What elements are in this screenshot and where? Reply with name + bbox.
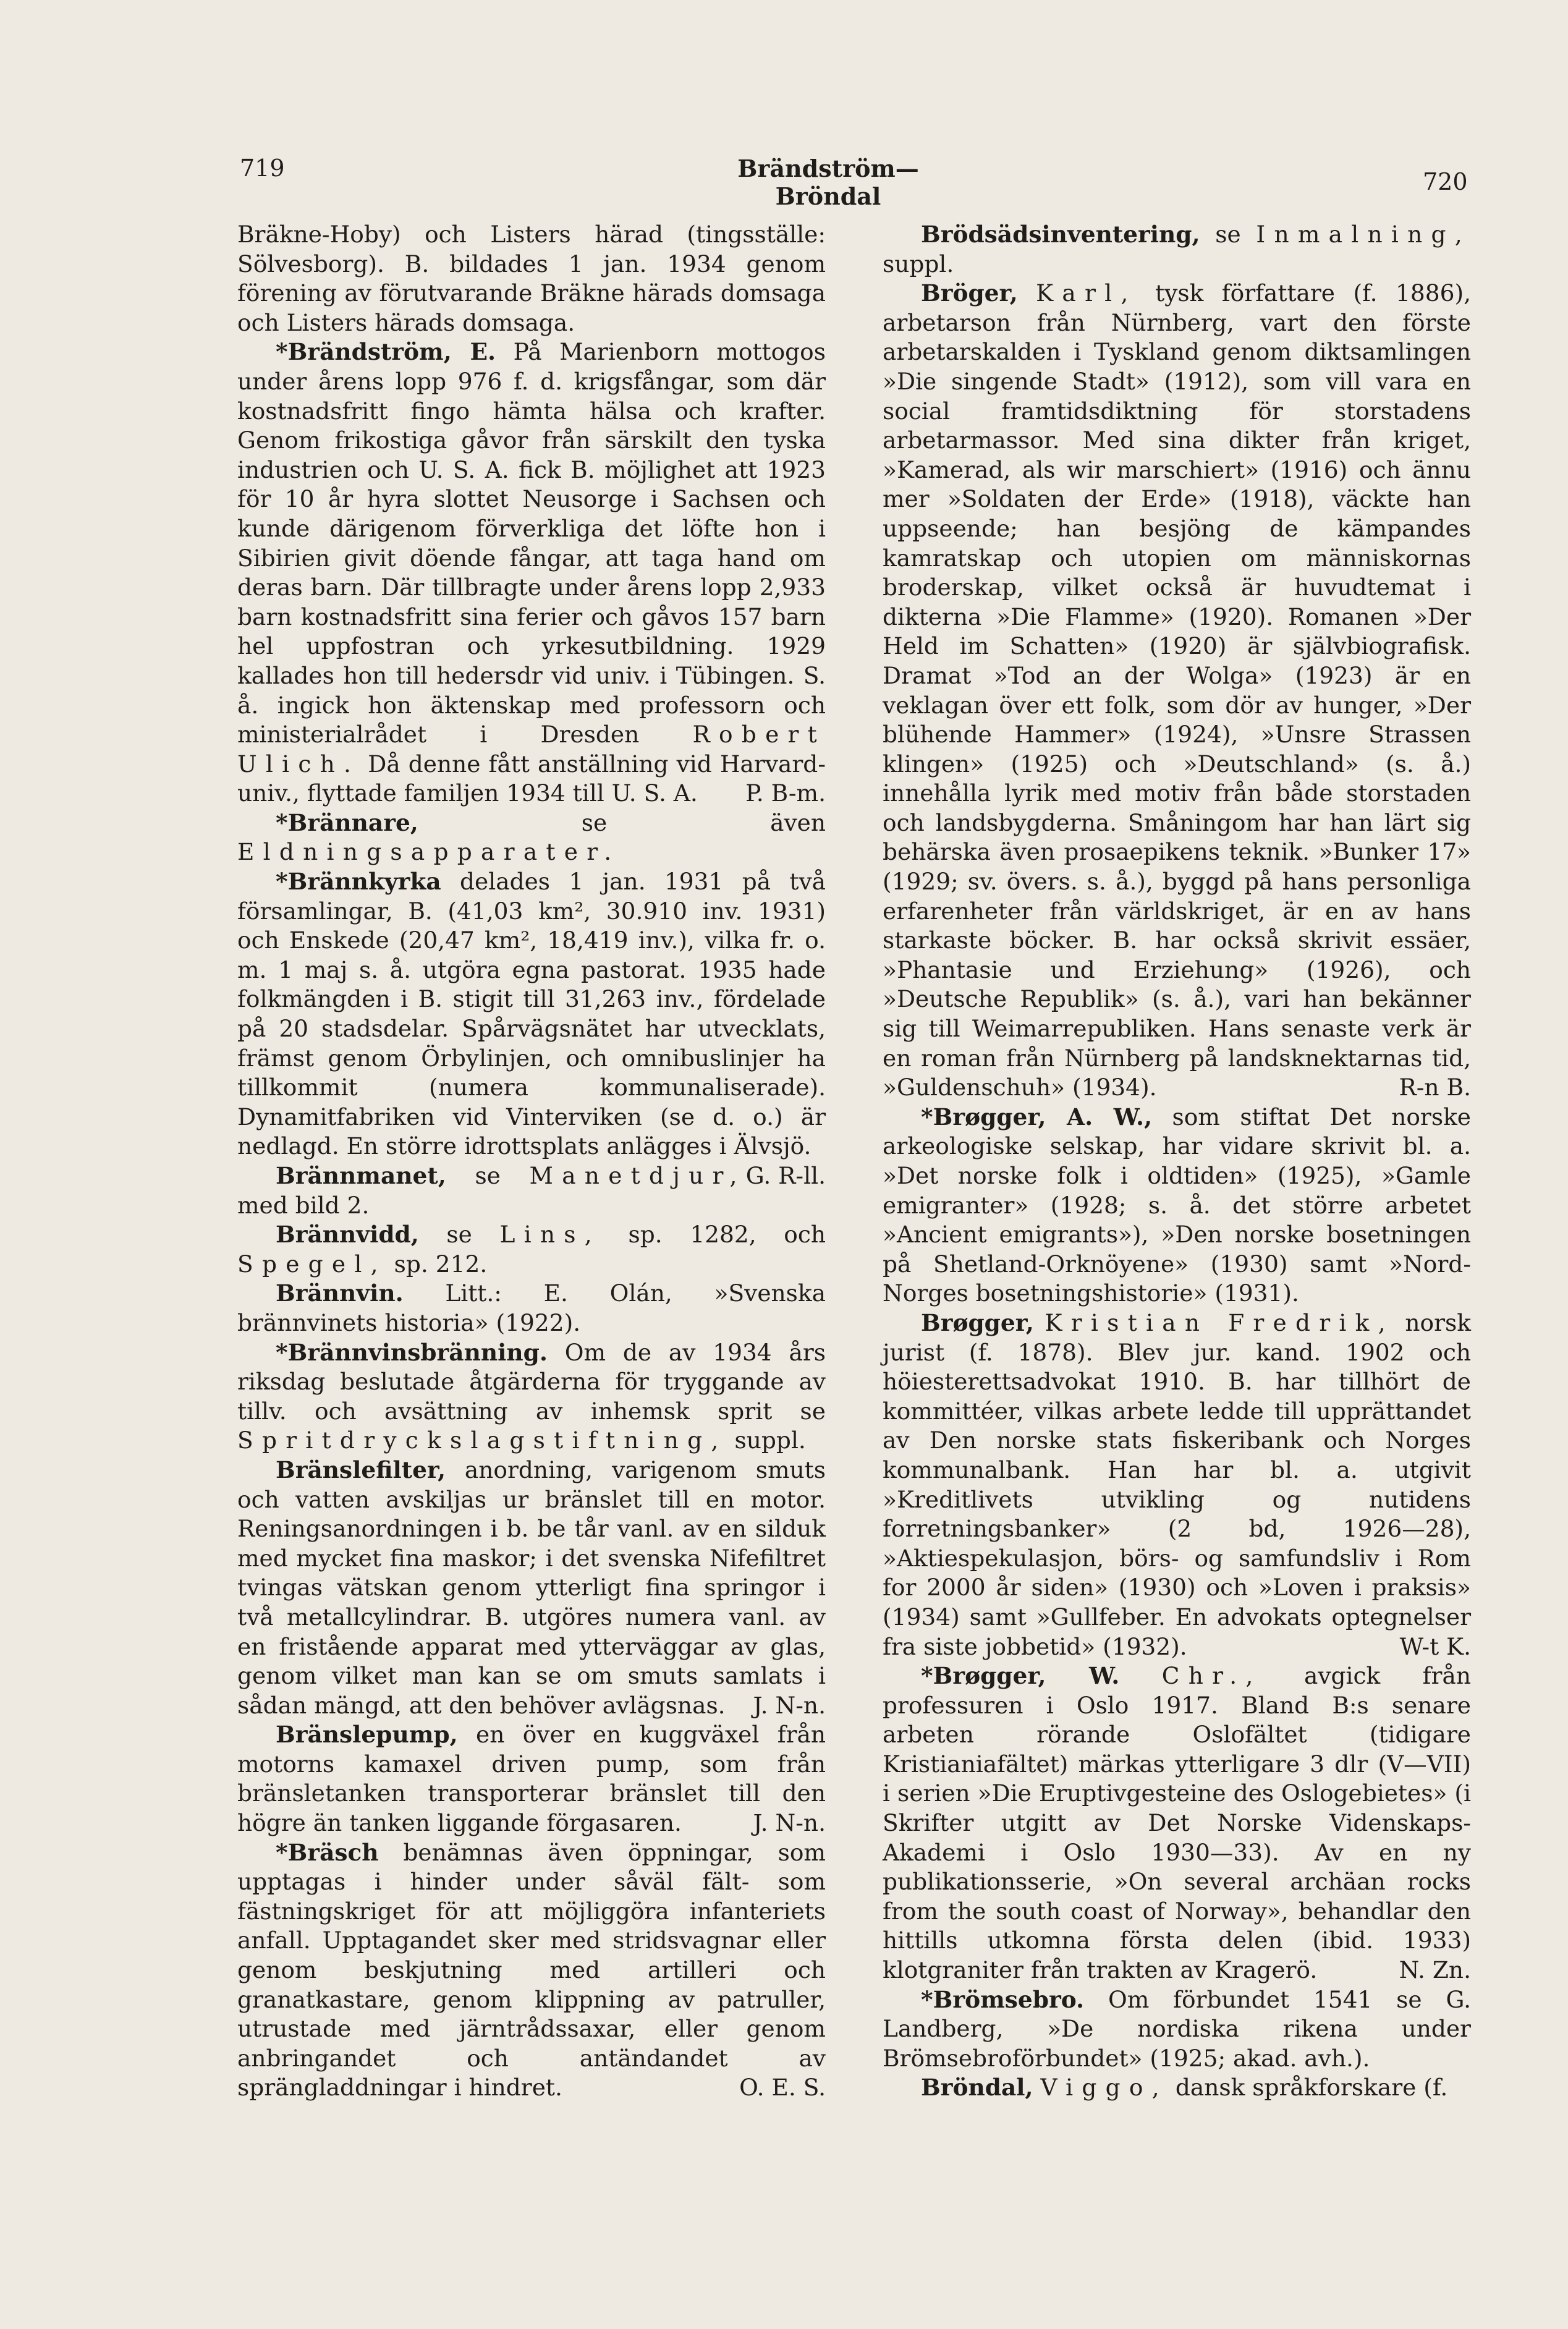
left-column xyxy=(237,220,826,2103)
headword: Brännmanet, xyxy=(276,1162,446,1189)
headword: Bränslepump, xyxy=(276,1721,458,1749)
page-number-right: 720 xyxy=(1423,168,1468,195)
headword: *Brännkyrka xyxy=(276,868,441,896)
entry-brondal: Bröndal, Viggo, dansk språkforskare (f. xyxy=(921,2074,1448,2102)
spaced-name: Robert Ulich. xyxy=(237,721,826,778)
headword: *Brännvinsbränning. xyxy=(276,1338,548,1366)
headword: *Brännare, xyxy=(276,808,418,836)
headword: Bränslefilter, xyxy=(276,1456,446,1483)
entry-brodsadsinventering: Brödsädsinventering, se Inmalning, suppl. xyxy=(883,221,1471,278)
headword: Brännvin. xyxy=(276,1279,404,1307)
author-signature: P. B-m. xyxy=(745,779,826,807)
headword: *Brändström, E. xyxy=(276,338,496,366)
cross-reference: Lins, xyxy=(499,1221,601,1249)
author-signature: R-n B. xyxy=(1399,1074,1471,1101)
author-signature: G. R-ll. xyxy=(745,1162,826,1189)
cross-reference: Spritdryckslagstiftning, xyxy=(237,1427,727,1454)
cross-reference: Spegel, xyxy=(237,1250,387,1278)
author-signature: J. N-n. xyxy=(753,1691,826,1719)
entry-brakne-hoby-cont: Bräkne-Hoby) och Listers härad (tingsställe: Sölvesborg). B. bildades 1 jan. 1934 genom förening av förutvarande Bräkne härads domsaga och Listers härads domsaga. xyxy=(237,221,826,336)
spaced-name: Karl, xyxy=(1036,279,1137,307)
right-column xyxy=(883,220,1471,2103)
headword: *Bräsch xyxy=(276,1838,379,1866)
author-signature: W-t K. xyxy=(1399,1632,1471,1660)
entry-brogger-aw: *Brøgger, A. W., som stiftat Det norske arkeologiske selskap, har vidare skrivit bl. a. »Det norske folk i oldtiden» (1925), »Gamle emigranter» (1928; s. å. det större arbetet »Ancient emigrants»), »Den norske bosetningen på Shetland-Orknöyene» (1930) samt »Nord-Norges bosetningshistorie» (1931). xyxy=(883,1103,1471,1307)
entry-brogger-kristian: Brøgger, Kristian Fredrik, norsk jurist (f. 1878). Blev jur. kand. 1902 och höiesterettsadvokat 1910. B. har tillhört de kommittéer, vilkas arbete ledde till upprättandet av Den norske stats fiskeribank och Norges kommunalbank. Han har bl. a. utgivit »Kreditlivets utvikling og nutidens forretningsbanker» (2 bd, 1926—28), »Aktiespekulasjon, börs- og samfundsliv i Rom for 2000 år siden» (1930) och »Loven i praksis» (1934) samt »Gullfeber. En advokats optegnelser fra siste jobbetid» (1932). W-t K. xyxy=(883,1309,1471,1661)
headword: Brøgger, xyxy=(921,1309,1034,1336)
running-head: Brändström—Bröndal xyxy=(737,155,919,210)
headword: Bröger, xyxy=(921,279,1018,307)
entry-brannvidd: Brännvidd, se Lins, sp. 1282, och Spegel, sp. 212. xyxy=(237,1221,826,1278)
entry-brannvinsbranning: *Brännvinsbränning. Om de av 1934 års riksdag beslutade åtgärderna för tryggande av tillv. och avsättning av inhemsk sprit se Spritdryckslagstiftning, suppl. xyxy=(237,1338,826,1454)
page-number-left: 719 xyxy=(240,155,285,182)
entry-brogger-wchr: *Brøgger, W. Chr., avgick från professuren i Oslo 1917. Bland B:s senare arbeten rörande Oslofältet (tidigare Kristianiafältet) märkas ytterligare 3 dlr (V—VII) i serien »Die Eruptivgesteine des Oslogebietes» (i Skrifter utgitt av Det Norske Videnskaps-Akademi i Oslo 1930—33). Av en ny publikationsserie, »On several archäan rocks from the south coast of Norway», behandlar den hittills utkomna första delen (ibid. 1933) klotgraniter från trakten av Kragerö. N. Zn. xyxy=(883,1661,1471,1985)
entry-brasch: *Bräsch benämnas även öppningar, som upptagas i hinder under såväl fält- som fästningskriget för att möjliggöra infanteriets anfall. Upptagandet sker med stridsvagnar eller genom beskjutning med artilleri och granatkastare, genom klippning av patruller, utrustade med järntrådssaxar, eller genom anbringandet och antändandet av sprängladdningar i hindret. O. E. S. xyxy=(237,1838,826,2103)
entry-broger-karl: Bröger, Karl, tysk författare (f. 1886), arbetarson från Nürnberg, vart den förste arbetarskalden i Tyskland genom diktsamlingen »Die singende Stadt» (1912), som vill vara en social framtidsdiktning för storstadens arbetarmassor. Med sina dikter från kriget, »Kamerad, als wir marschiert» (1916) och ännu mer »Soldaten der Erde» (1918), väckte han uppseende; han besjöng de kämpandes kamratskap och utopien om människornas broderskap, vilket också är huvudtemat i dikterna »Die Flamme» (1920). Romanen »Der Held im Schatten» (1920) är självbiografisk. Dramat »Tod an der Wolga» (1923) är en veklagan över ett folk, som dör av hunger, »Der blühende Hammer» (1924), »Unsre Strassen klingen» (1925) och »Deutschland» (s. å.) innehålla lyrik med motiv från både storstaden och landsbygderna. Småningom har han lärt sig behärska även prosaepikens teknik. »Bunker 17» (1929; sv. övers. s. å.), byggd på hans personliga erfarenheter från världskriget, är en av hans starkaste böcker. B. har också skrivit essäer, »Phantasie und Erziehung» (1926), och »Deutsche Republik» (s. å.), vari han bekänner sig till Weimarrepubliken. Hans senaste verk är en roman från Nürnberg på landsknektarnas tid, »Guldenschuh» (1934). R-n B. xyxy=(883,279,1471,1103)
spaced-name: Chr., xyxy=(1161,1662,1262,1690)
entry-brannvin: Brännvin. Litt.: E. Olán, »Svenska brännvinets historia» (1922). xyxy=(237,1279,826,1336)
cross-reference: Manetdjur, xyxy=(529,1162,746,1189)
headword: Brännvidd, xyxy=(276,1221,419,1249)
headword: *Brøgger, W. xyxy=(921,1662,1120,1690)
entry-brandstrom: *Brändström, E. På Marienborn mottogos under årens lopp 976 f. d. krigsfångar, som där kostnadsfritt fingo hämta hälsa och krafter. Genom frikostiga gåvor från särskilt den tyska industrien och U. S. A. fick B. möjlighet att 1923 för 10 år hyra slottet Neusorge i Sachsen och kunde därigenom förverkliga det löfte hon i Sibirien givit döende fångar, att taga hand om deras barn. Där tillbragte under årens lopp 2,933 barn kostnadsfritt sina ferier och gåvos 157 barn hel uppfostran och yrkesutbildning. 1929 kallades hon till hedersdr vid univ. i Tübingen. S. å. ingick hon äktenskap med professorn och ministerialrådet i Dresden Robert Ulich. Då denne fått anställning vid Harvard-univ., flyttade familjen 1934 till U. S. A. P. B-m. xyxy=(237,337,826,808)
author-signature: O. E. S. xyxy=(739,2074,826,2102)
spaced-name: Viggo, xyxy=(1040,2074,1168,2102)
headword: Brödsädsinventering, xyxy=(921,221,1200,248)
headword: *Brøgger, A. W., xyxy=(921,1103,1153,1131)
entry-bromsebro: *Brömsebro. Om förbundet 1541 se G. Landberg, »De nordiska rikena under Brömsebroförbundet» (1925; akad. avh.). xyxy=(883,1985,1471,2072)
entry-brannare: *Brännare, se även Eldningsapparater. xyxy=(237,808,826,866)
author-signature: J. N-n. xyxy=(753,1809,826,1837)
entry-brannkyrka: *Brännkyrka delades 1 jan. 1931 på två församlingar, B. (41,03 km², 30.910 inv. 1931) och Enskede (20,47 km², 18,419 inv.), vilka fr. o. m. 1 maj s. å. utgöra egna pastorat. 1935 hade folkmängden i B. stigit till 31,263 inv., fördelade på 20 stadsdelar. Spårvägsnätet har utvecklats, främst genom Örbylinjen, och omnibuslinjer ha tillkommit (numera kommunaliserade). Dynamitfabriken vid Vinterviken (se d. o.) är nedlagd. En större idrottsplats anlägges i Älvsjö. G. R-ll. xyxy=(237,867,826,1161)
entry-branslefilter: Bränslefilter, anordning, varigenom smuts och vatten avskiljas ur bränslet till en motor. Reningsanordningen i b. be tår vanl. av en silduk med mycket fina maskor; i det svenska Nifefiltret tvingas vätskan genom ytterligt fina springor i två metallcylindrar. B. utgöres numera vanl. av en fristående apparat med ytterväggar av glas, genom vilket man kan se om smuts samlats i sådan mängd, att den behöver avlägsnas. J. N-n. xyxy=(237,1456,826,1720)
cross-reference: Eldningsapparater. xyxy=(237,838,621,866)
author-signature: N. Zn. xyxy=(1399,1956,1471,1984)
entry-brannmanet: Brännmanet, se Manetdjur, med bild 2. xyxy=(237,1162,746,1219)
headword: *Brömsebro. xyxy=(921,1985,1085,2013)
cross-reference: Inmalning, xyxy=(1256,221,1471,248)
entry-branslepump: Bränslepump, en över en kuggväxel från motorns kamaxel driven pump, som från bränsletanken transporterar bränslet till den högre än tanken liggande förgasaren. J. N-n. xyxy=(237,1720,826,1838)
headword: Bröndal, xyxy=(921,2074,1033,2102)
spaced-name: Kristian Fredrik, xyxy=(1045,1309,1394,1336)
